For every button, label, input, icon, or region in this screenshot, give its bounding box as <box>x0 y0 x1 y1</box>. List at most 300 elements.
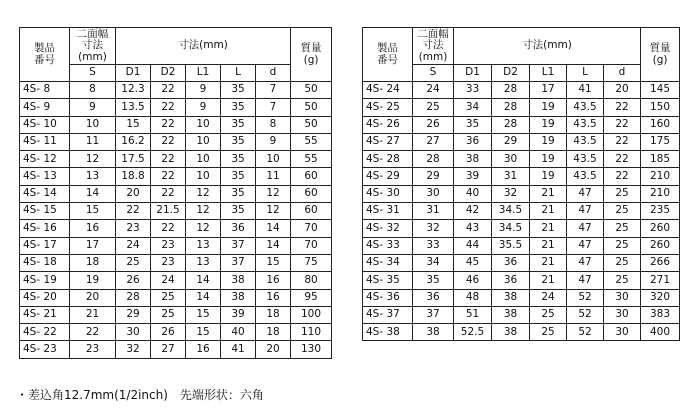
table-cell: 22 <box>604 133 641 150</box>
table-row <box>363 203 680 220</box>
table-cell: 21 <box>530 237 567 254</box>
table-cell: 44 <box>454 237 492 254</box>
product-number-header-line: 番号 <box>377 53 398 66</box>
table-cell: 21 <box>530 185 567 202</box>
table-cell: 10 <box>186 168 221 185</box>
table-row <box>363 133 680 150</box>
table-cell: 32 <box>492 185 530 202</box>
table-cell: 271 <box>641 272 680 289</box>
table-cell: 19 <box>70 272 116 289</box>
subheader-l: L <box>221 65 256 82</box>
table-cell: 130 <box>291 341 332 358</box>
table-cell: 12 <box>256 203 291 220</box>
product-number-cell: 4S- 17 <box>20 237 70 254</box>
product-number-cell: 4S- 13 <box>20 168 70 185</box>
table-cell: 25 <box>530 306 567 323</box>
table-cell: 21 <box>530 254 567 271</box>
width-across-header-line: (mm) <box>78 50 107 63</box>
product-number-header-line: 製品 <box>377 41 398 54</box>
table-cell: 70 <box>291 237 332 254</box>
table-cell: 18 <box>256 306 291 323</box>
table-cell: 23 <box>116 220 151 237</box>
table-cell: 37 <box>413 306 454 323</box>
table-cell: 19 <box>530 133 567 150</box>
table-cell: 25 <box>604 272 641 289</box>
product-number-cell: 4S- 26 <box>363 116 413 133</box>
table-cell: 10 <box>186 133 221 150</box>
subheader-d2: D2 <box>151 65 186 82</box>
table-row <box>363 151 680 168</box>
table-cell: 22 <box>604 168 641 185</box>
table-cell: 34 <box>413 254 454 271</box>
product-number-header <box>363 28 413 82</box>
table-cell: 36 <box>492 272 530 289</box>
table-cell: 14 <box>256 237 291 254</box>
table-cell: 31 <box>492 168 530 185</box>
product-number-cell: 4S- 15 <box>20 203 70 220</box>
table-row <box>20 237 332 254</box>
table-cell: 9 <box>70 99 116 116</box>
width-across-header <box>70 28 116 65</box>
table-cell: 43.5 <box>567 151 604 168</box>
table-cell: 47 <box>567 254 604 271</box>
product-number-cell: 4S- 36 <box>363 289 413 306</box>
table-cell: 30 <box>604 324 641 341</box>
table-row <box>363 237 680 254</box>
table-cell: 19 <box>530 151 567 168</box>
width-across-header-line: (mm) <box>418 50 448 63</box>
product-number-cell: 4S- 38 <box>363 324 413 341</box>
table-cell: 21 <box>530 220 567 237</box>
table-cell: 266 <box>641 254 680 271</box>
table-cell: 16 <box>186 341 221 358</box>
table-cell: 12.3 <box>116 82 151 99</box>
table-cell: 12 <box>186 203 221 220</box>
table-cell: 41 <box>567 82 604 99</box>
table-cell: 60 <box>291 168 332 185</box>
table-cell: 80 <box>291 272 332 289</box>
table-cell: 16.2 <box>116 133 151 150</box>
table-cell: 46 <box>454 272 492 289</box>
table-cell: 22 <box>151 82 186 99</box>
table-cell: 30 <box>604 306 641 323</box>
table-row <box>363 289 680 306</box>
table-cell: 26 <box>413 116 454 133</box>
table-cell: 32 <box>116 341 151 358</box>
table-cell: 150 <box>641 99 680 116</box>
table-cell: 28 <box>116 289 151 306</box>
table-cell: 35 <box>221 185 256 202</box>
table-cell: 12 <box>186 220 221 237</box>
table-cell: 40 <box>221 324 256 341</box>
table-cell: 21 <box>530 272 567 289</box>
product-number-cell: 4S- 9 <box>20 99 70 116</box>
mass-header-line: (g) <box>303 53 319 66</box>
table-row <box>20 82 332 99</box>
table-cell: 12 <box>256 185 291 202</box>
table-cell: 29 <box>492 133 530 150</box>
table-cell: 38 <box>454 151 492 168</box>
table-row <box>20 341 332 358</box>
table-cell: 15 <box>116 116 151 133</box>
table-cell: 9 <box>186 82 221 99</box>
table-cell: 13.5 <box>116 99 151 116</box>
table-cell: 25 <box>604 203 641 220</box>
spec-table-right <box>362 27 680 341</box>
table-cell: 16 <box>70 220 116 237</box>
table-cell: 25 <box>151 306 186 323</box>
product-number-cell: 4S- 27 <box>363 133 413 150</box>
table-cell: 7 <box>256 82 291 99</box>
table-cell: 16 <box>256 272 291 289</box>
table-cell: 34.5 <box>492 220 530 237</box>
table-cell: 37 <box>221 237 256 254</box>
table-cell: 14 <box>70 185 116 202</box>
table-row <box>20 133 332 150</box>
table-cell: 29 <box>116 306 151 323</box>
table-cell: 43.5 <box>567 99 604 116</box>
table-cell: 27 <box>151 341 186 358</box>
table-cell: 24 <box>413 82 454 99</box>
table-cell: 60 <box>291 185 332 202</box>
mass-header-line: (g) <box>652 53 668 66</box>
table-cell: 95 <box>291 289 332 306</box>
table-cell: 13 <box>70 168 116 185</box>
table-cell: 36 <box>454 133 492 150</box>
table-row <box>363 116 680 133</box>
table-cell: 33 <box>454 82 492 99</box>
table-cell: 60 <box>291 203 332 220</box>
table-cell: 20 <box>116 185 151 202</box>
dimensions-header: 寸法(mm) <box>454 28 641 65</box>
table-cell: 10 <box>256 151 291 168</box>
table-cell: 28 <box>413 151 454 168</box>
spec-table-left <box>19 27 332 359</box>
table-cell: 19 <box>530 168 567 185</box>
product-number-cell: 4S- 34 <box>363 254 413 271</box>
table-cell: 383 <box>641 306 680 323</box>
table-cell: 160 <box>641 116 680 133</box>
table-cell: 26 <box>116 272 151 289</box>
table-cell: 15 <box>186 306 221 323</box>
product-number-cell: 4S- 8 <box>20 82 70 99</box>
table-cell: 23 <box>151 254 186 271</box>
mass-header <box>641 28 680 82</box>
table-row <box>20 272 332 289</box>
table-cell: 48 <box>454 289 492 306</box>
product-number-cell: 4S- 23 <box>20 341 70 358</box>
table-cell: 36 <box>221 220 256 237</box>
table-cell: 22 <box>151 133 186 150</box>
table-cell: 38 <box>492 289 530 306</box>
table-cell: 18.8 <box>116 168 151 185</box>
table-cell: 21.5 <box>151 203 186 220</box>
table-row <box>20 203 332 220</box>
table-cell: 30 <box>604 289 641 306</box>
table-cell: 20 <box>256 341 291 358</box>
table-cell: 31 <box>413 203 454 220</box>
table-cell: 50 <box>291 82 332 99</box>
table-cell: 17 <box>70 237 116 254</box>
table-cell: 210 <box>641 168 680 185</box>
subheader-d: d <box>256 65 291 82</box>
subheader-d1: D1 <box>454 65 492 82</box>
subheader-s: S <box>70 65 116 82</box>
table-cell: 35 <box>221 116 256 133</box>
table-cell: 10 <box>186 116 221 133</box>
table-cell: 43.5 <box>567 133 604 150</box>
table-row <box>363 254 680 271</box>
table-cell: 25 <box>530 324 567 341</box>
product-number-cell: 4S- 28 <box>363 151 413 168</box>
width-across-header-line: 二面幅 <box>417 27 449 40</box>
table-cell: 320 <box>641 289 680 306</box>
table-cell: 145 <box>641 82 680 99</box>
table-cell: 32 <box>413 220 454 237</box>
table-cell: 52 <box>567 324 604 341</box>
table-cell: 25 <box>151 289 186 306</box>
table-cell: 34.5 <box>492 203 530 220</box>
table-cell: 37 <box>221 254 256 271</box>
table-cell: 28 <box>492 82 530 99</box>
table-row <box>20 185 332 202</box>
subheader-l: L <box>567 65 604 82</box>
table-row <box>363 168 680 185</box>
table-cell: 52 <box>567 306 604 323</box>
product-number-cell: 4S- 33 <box>363 237 413 254</box>
table-cell: 22 <box>151 99 186 116</box>
table-cell: 14 <box>186 289 221 306</box>
table-cell: 27 <box>413 133 454 150</box>
table-cell: 18 <box>70 254 116 271</box>
table-cell: 47 <box>567 237 604 254</box>
table-cell: 40 <box>454 185 492 202</box>
table-cell: 210 <box>641 185 680 202</box>
mass-header-line: 質量 <box>300 41 322 54</box>
table-row <box>20 220 332 237</box>
table-cell: 8 <box>70 82 116 99</box>
table-cell: 235 <box>641 203 680 220</box>
table-cell: 35 <box>221 168 256 185</box>
table-cell: 260 <box>641 220 680 237</box>
width-across-header-line: 寸法 <box>422 39 444 52</box>
table-cell: 22 <box>151 185 186 202</box>
table-cell: 35 <box>221 133 256 150</box>
product-number-cell: 4S- 11 <box>20 133 70 150</box>
table-cell: 9 <box>256 133 291 150</box>
table-row <box>363 324 680 341</box>
product-number-cell: 4S- 25 <box>363 99 413 116</box>
table-cell: 13 <box>186 254 221 271</box>
table-cell: 38 <box>413 324 454 341</box>
table-cell: 22 <box>70 324 116 341</box>
table-row <box>20 151 332 168</box>
table-cell: 30 <box>413 185 454 202</box>
table-cell: 39 <box>221 306 256 323</box>
table-cell: 43.5 <box>567 116 604 133</box>
product-number-cell: 4S- 24 <box>363 82 413 99</box>
product-number-cell: 4S- 21 <box>20 306 70 323</box>
product-number-cell: 4S- 35 <box>363 272 413 289</box>
table-cell: 47 <box>567 220 604 237</box>
table-cell: 17 <box>530 82 567 99</box>
table-cell: 35 <box>454 116 492 133</box>
product-number-cell: 4S- 32 <box>363 220 413 237</box>
table-cell: 75 <box>291 254 332 271</box>
product-number-cell: 4S- 19 <box>20 272 70 289</box>
table-cell: 23 <box>70 341 116 358</box>
table-cell: 16 <box>256 289 291 306</box>
table-cell: 14 <box>256 220 291 237</box>
table-cell: 24 <box>116 237 151 254</box>
subheader-d1: D1 <box>116 65 151 82</box>
table-cell: 24 <box>530 289 567 306</box>
table-cell: 22 <box>151 220 186 237</box>
footnote: ・差込角12.7mm(1/2inch) 先端形状：六角 <box>16 388 264 402</box>
table-row <box>363 185 680 202</box>
table-cell: 35.5 <box>492 237 530 254</box>
product-number-cell: 4S- 14 <box>20 185 70 202</box>
table-cell: 24 <box>151 272 186 289</box>
table-cell: 43 <box>454 220 492 237</box>
table-cell: 17.5 <box>116 151 151 168</box>
table-cell: 110 <box>291 324 332 341</box>
table-cell: 21 <box>530 203 567 220</box>
table-cell: 20 <box>604 82 641 99</box>
table-cell: 38 <box>221 289 256 306</box>
mass-header <box>291 28 332 82</box>
table-cell: 55 <box>291 151 332 168</box>
table-cell: 25 <box>604 185 641 202</box>
table-cell: 47 <box>567 185 604 202</box>
table-cell: 25 <box>604 254 641 271</box>
table-cell: 21 <box>70 306 116 323</box>
subheader-d: d <box>604 65 641 82</box>
table-cell: 35 <box>221 82 256 99</box>
product-number-cell: 4S- 37 <box>363 306 413 323</box>
table-cell: 28 <box>492 116 530 133</box>
dimensions-header: 寸法(mm) <box>116 28 291 65</box>
table-cell: 8 <box>256 116 291 133</box>
table-row <box>20 254 332 271</box>
table-cell: 35 <box>221 151 256 168</box>
table-cell: 22 <box>151 151 186 168</box>
table-cell: 52 <box>567 289 604 306</box>
table-cell: 23 <box>151 237 186 254</box>
subheader-d2: D2 <box>492 65 530 82</box>
table-cell: 38 <box>221 272 256 289</box>
subheader-s: S <box>413 65 454 82</box>
table-cell: 14 <box>186 272 221 289</box>
table-cell: 15 <box>186 324 221 341</box>
table-cell: 7 <box>256 99 291 116</box>
table-cell: 36 <box>413 289 454 306</box>
table-cell: 47 <box>567 203 604 220</box>
table-row <box>363 82 680 99</box>
table-cell: 11 <box>70 133 116 150</box>
table-cell: 47 <box>567 272 604 289</box>
table-cell: 19 <box>530 99 567 116</box>
table-cell: 26 <box>151 324 186 341</box>
table-cell: 38 <box>492 324 530 341</box>
table-cell: 15 <box>70 203 116 220</box>
subheader-l1: L1 <box>186 65 221 82</box>
product-number-header-line: 番号 <box>34 53 55 66</box>
table-row <box>20 99 332 116</box>
table-cell: 10 <box>70 116 116 133</box>
table-cell: 9 <box>186 99 221 116</box>
table-cell: 185 <box>641 151 680 168</box>
table-cell: 50 <box>291 99 332 116</box>
table-cell: 100 <box>291 306 332 323</box>
table-cell: 39 <box>454 168 492 185</box>
table-cell: 28 <box>492 99 530 116</box>
table-cell: 22 <box>151 116 186 133</box>
product-number-cell: 4S- 18 <box>20 254 70 271</box>
product-number-cell: 4S- 16 <box>20 220 70 237</box>
table-cell: 18 <box>256 324 291 341</box>
table-cell: 30 <box>492 151 530 168</box>
product-number-cell: 4S- 12 <box>20 151 70 168</box>
table-cell: 22 <box>116 203 151 220</box>
table-cell: 175 <box>641 133 680 150</box>
table-cell: 22 <box>604 116 641 133</box>
table-cell: 35 <box>221 203 256 220</box>
table-cell: 52.5 <box>454 324 492 341</box>
spec-table-right-body <box>363 82 680 341</box>
table-cell: 12 <box>70 151 116 168</box>
table-row <box>363 220 680 237</box>
table-cell: 45 <box>454 254 492 271</box>
table-cell: 35 <box>413 272 454 289</box>
table-cell: 42 <box>454 203 492 220</box>
table-cell: 35 <box>221 99 256 116</box>
table-row <box>363 272 680 289</box>
table-cell: 12 <box>186 185 221 202</box>
product-number-cell: 4S- 20 <box>20 289 70 306</box>
table-cell: 260 <box>641 237 680 254</box>
table-cell: 19 <box>530 116 567 133</box>
table-cell: 15 <box>256 254 291 271</box>
table-cell: 25 <box>116 254 151 271</box>
product-number-cell: 4S- 29 <box>363 168 413 185</box>
width-across-header <box>413 28 454 65</box>
product-number-header-line: 製品 <box>34 41 55 54</box>
table-row <box>363 99 680 116</box>
table-cell: 10 <box>186 151 221 168</box>
table-cell: 25 <box>413 99 454 116</box>
mass-header-line: 質量 <box>649 41 671 54</box>
table-cell: 51 <box>454 306 492 323</box>
table-row <box>20 324 332 341</box>
table-cell: 30 <box>116 324 151 341</box>
table-cell: 50 <box>291 116 332 133</box>
table-cell: 55 <box>291 133 332 150</box>
table-row <box>363 306 680 323</box>
table-row <box>20 306 332 323</box>
width-across-header-line: 寸法 <box>82 39 103 52</box>
table-cell: 20 <box>70 289 116 306</box>
table-cell: 41 <box>221 341 256 358</box>
table-row <box>20 116 332 133</box>
table-cell: 25 <box>604 220 641 237</box>
table-cell: 43.5 <box>567 168 604 185</box>
subheader-l1: L1 <box>530 65 567 82</box>
spec-table-left-body <box>20 82 332 359</box>
product-number-cell: 4S- 30 <box>363 185 413 202</box>
table-cell: 29 <box>413 168 454 185</box>
table-cell: 38 <box>492 306 530 323</box>
